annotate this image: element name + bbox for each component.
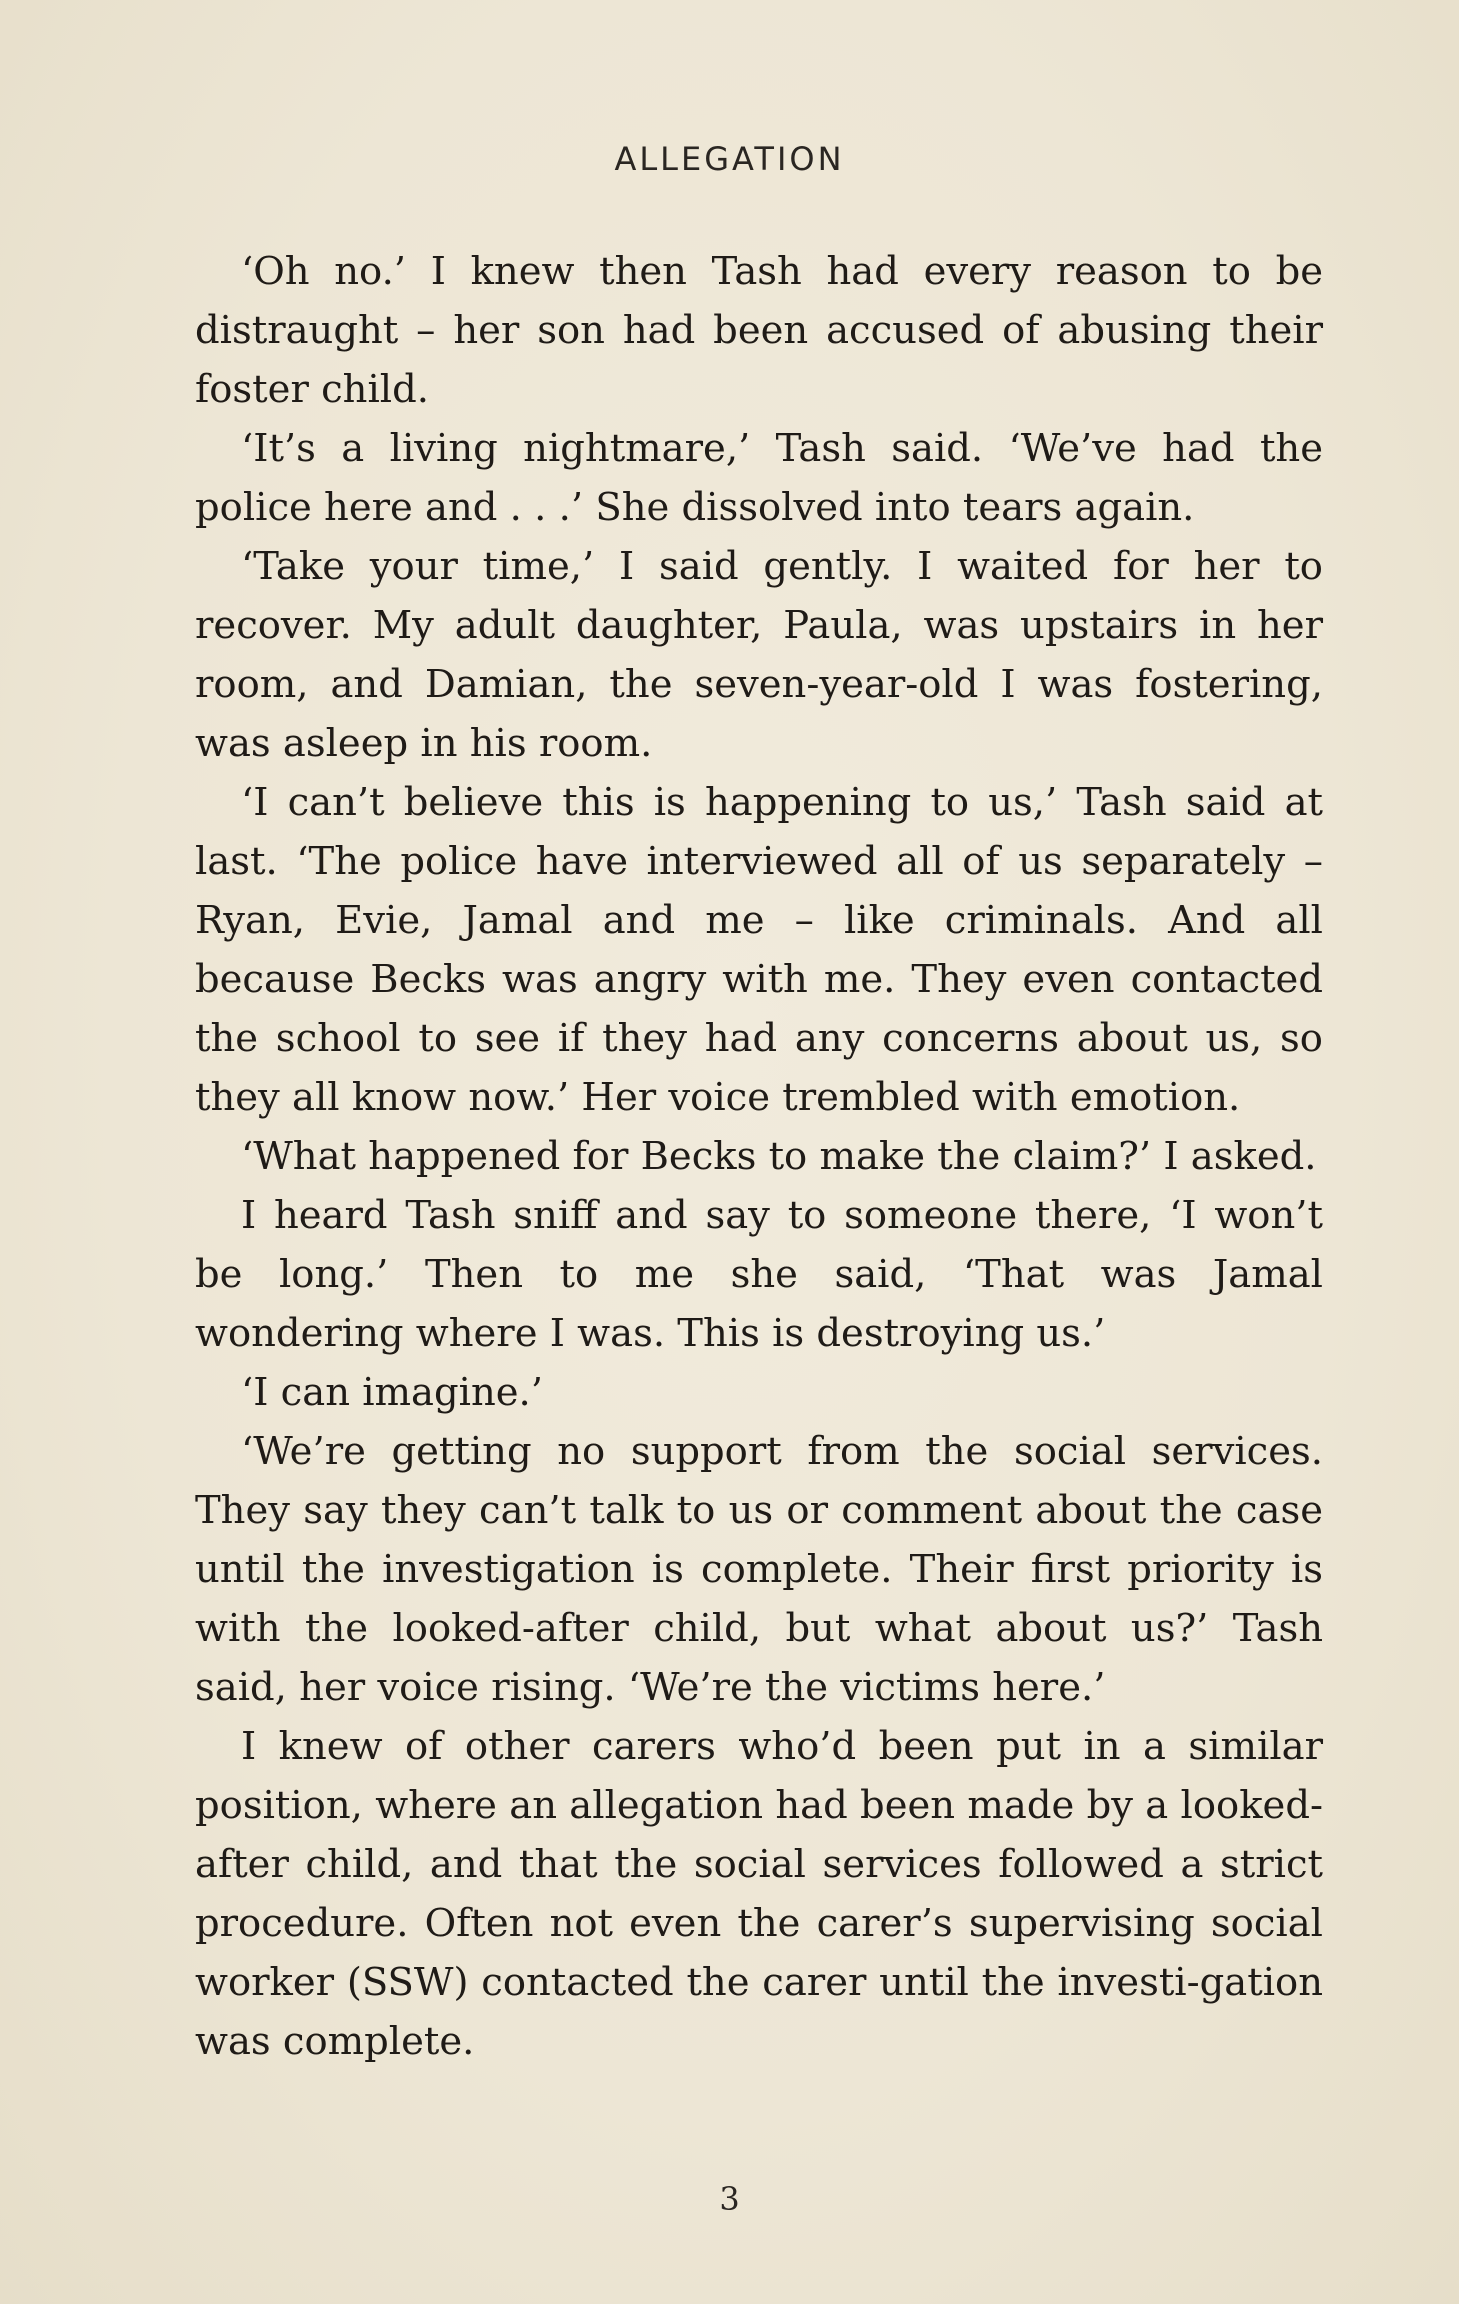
paragraph: ‘What happened for Becks to make the claim?’ I asked. <box>241 1134 1317 1179</box>
paragraph: ‘I can’t believe this is happening to us,’ Tash said at last. ‘The police have interviewed all of us separately – Ryan, Evie, Jamal and me – like criminals. And all because Becks was angry with me. They even contacted the school to see if they had any concerns about us, so they all know now.’ Her voice trembled with emotion. <box>195 780 1323 1120</box>
paragraph: ‘Take your time,’ I said gently. I waited for her to recover. My adult daughter, Paula, was upstairs in her room, and Damian, the seven-year-old I was fostering, was asleep in his room. <box>195 544 1323 766</box>
page-number: 3 <box>719 2180 740 2218</box>
paragraph: I knew of other carers who’d been put in a similar position, where an allegation had been made by a looked-after child, and that the social services followed a strict procedure. Often not even the carer’s supervising social worker (SSW) contacted the carer until the investi-gation was complete. <box>195 1724 1323 2064</box>
body-text <box>195 242 1323 2071</box>
paragraph: I heard Tash sniff and say to someone there, ‘I won’t be long.’ Then to me she said, ‘That was Jamal wondering where I was. This is destroying us.’ <box>195 1193 1323 1356</box>
paragraph: ‘Oh no.’ I knew then Tash had every reason to be distraught – her son had been accused of abusing their foster child. <box>195 249 1323 412</box>
paragraph: ‘I can imagine.’ <box>241 1370 544 1415</box>
running-head: ALLEGATION <box>614 140 845 178</box>
paragraph: ‘We’re getting no support from the social services. They say they can’t talk to us or comment about the case until the investigation is complete. Their first priority is with the looked-after child, but what about us?’ Tash said, her voice rising. ‘We’re the victims here.’ <box>195 1429 1323 1710</box>
paragraph: ‘It’s a living nightmare,’ Tash said. ‘We’ve had the police here and . . .’ She dissolved into tears again. <box>195 426 1323 530</box>
